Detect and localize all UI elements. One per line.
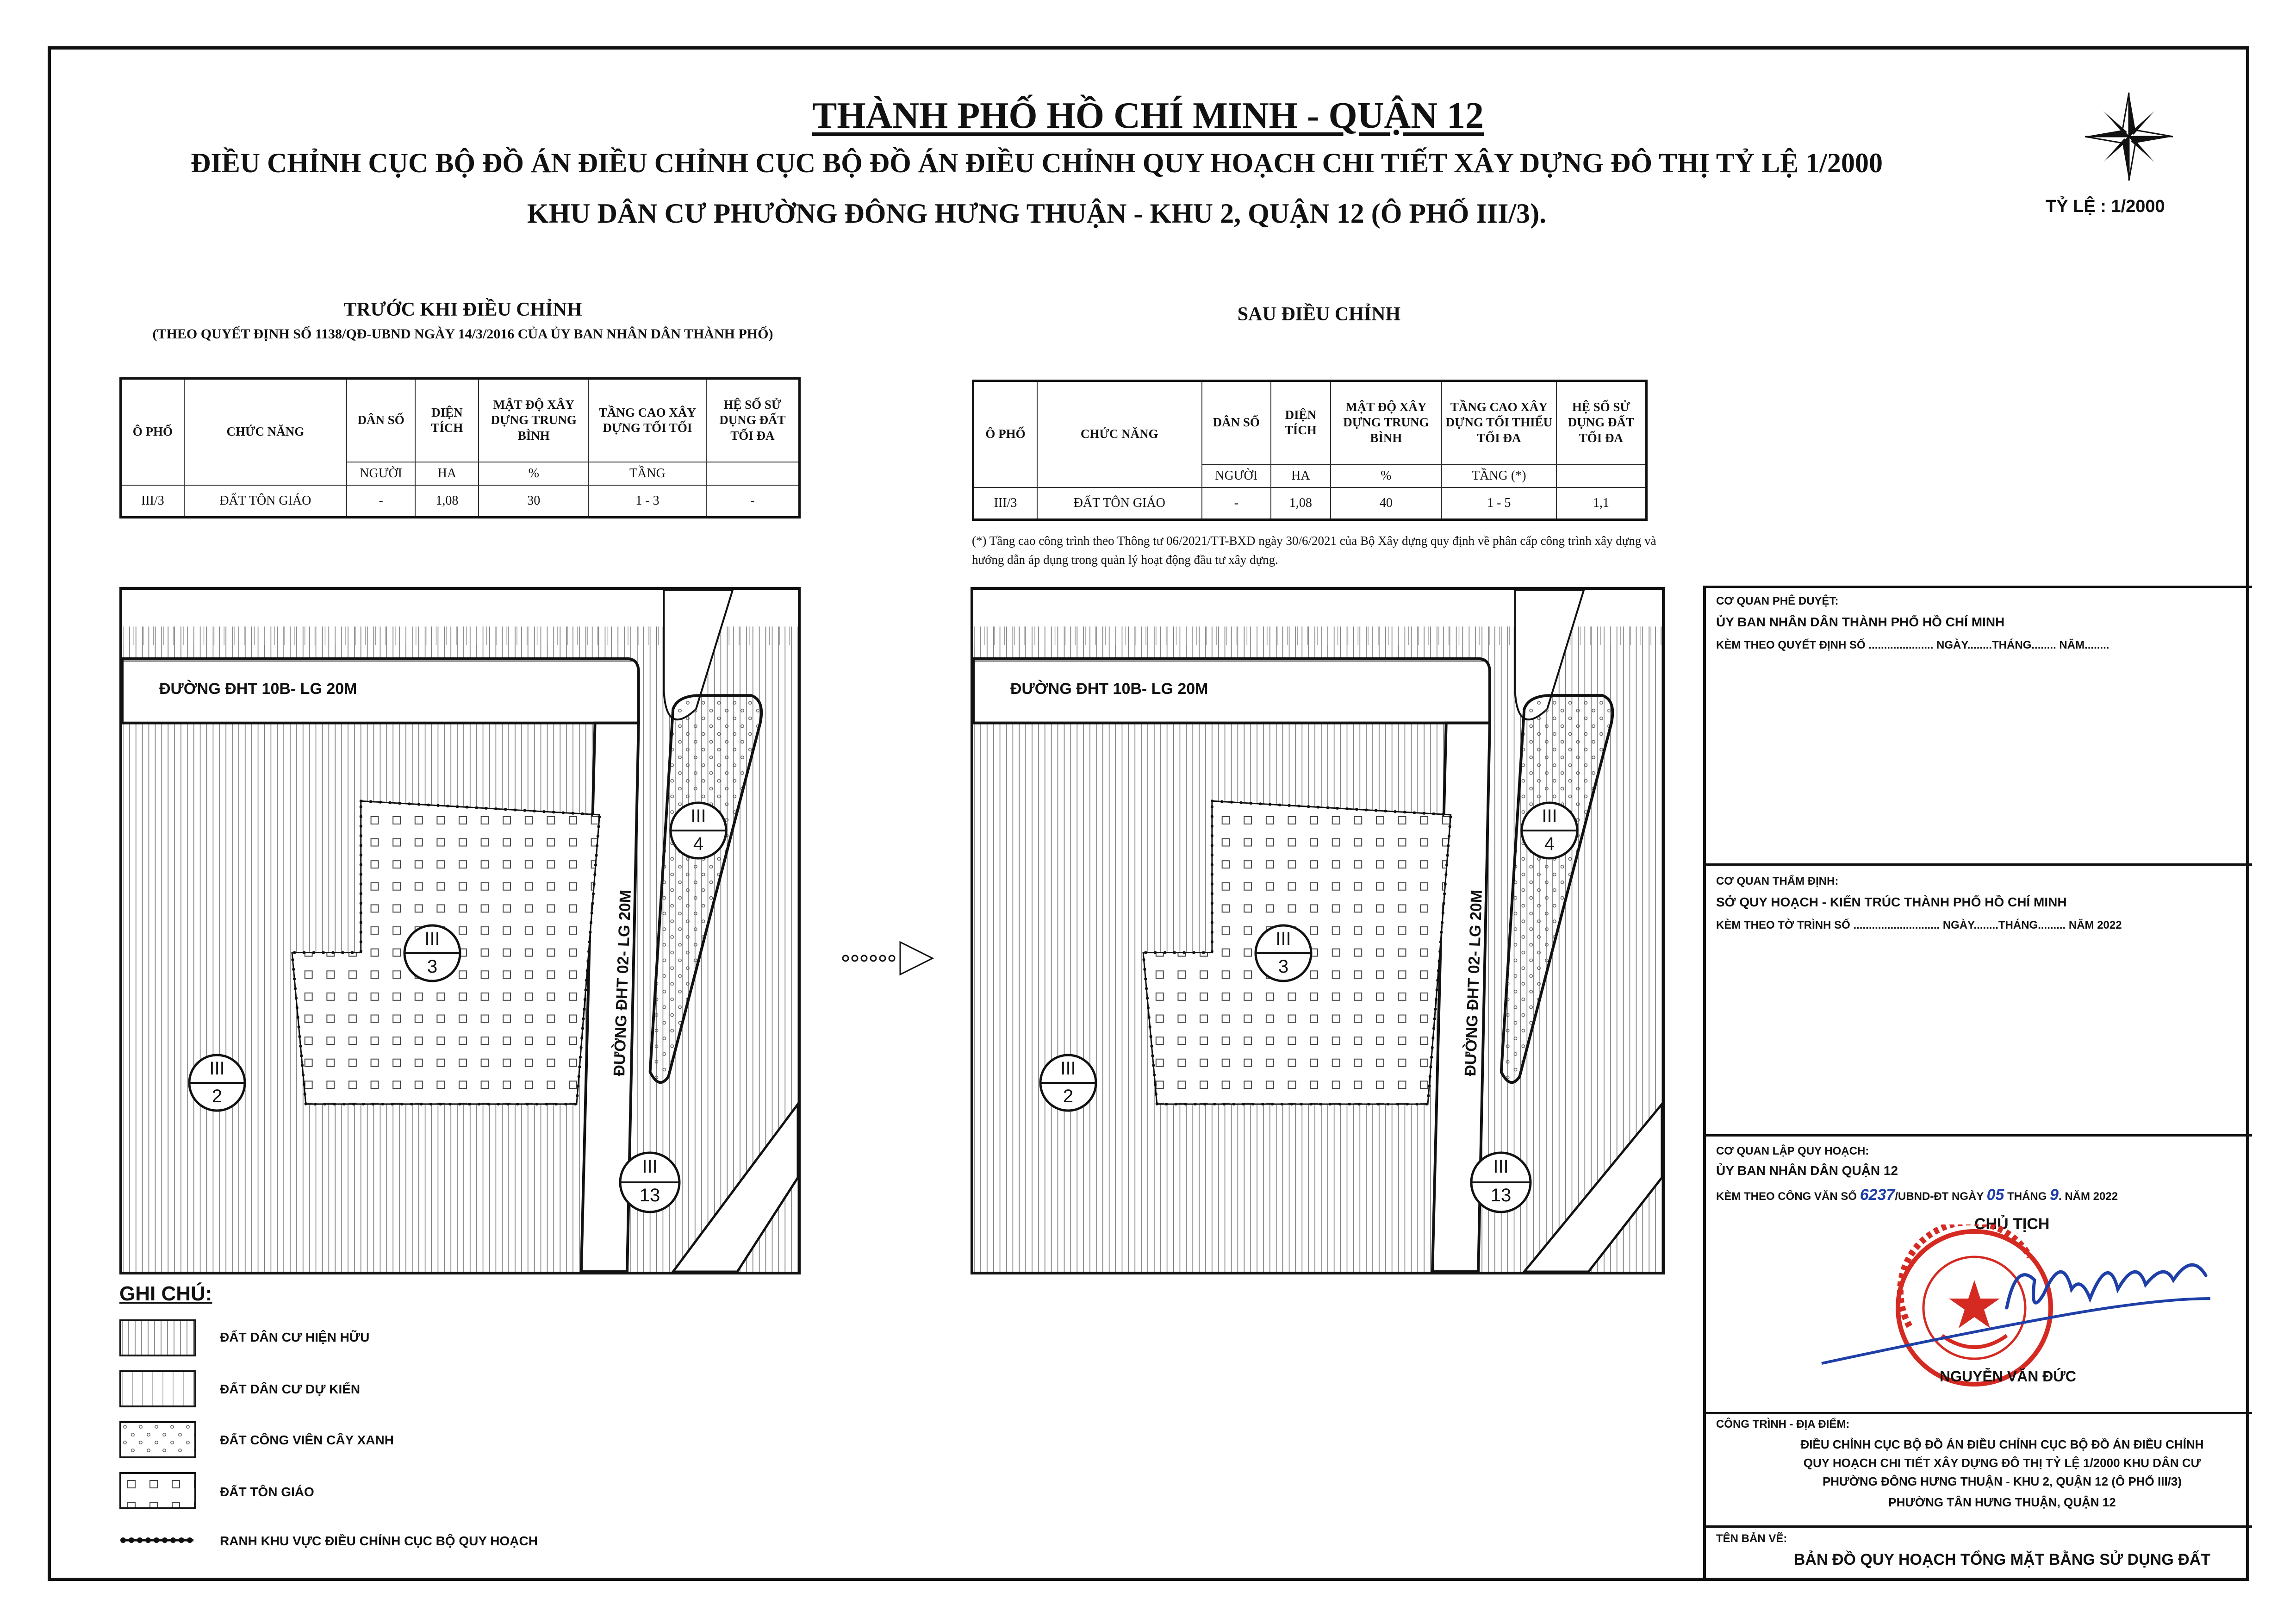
unit-density: % [1331,464,1442,487]
legend-swatch-religious [119,1472,196,1509]
lot-marker-bottom: 13 [1490,1185,1512,1206]
cell-far: 1,1 [1556,487,1647,520]
legend-title: GHI CHÚ: [119,1282,212,1305]
before-table [119,377,801,518]
cell-population: - [347,485,415,518]
lot-marker-2[interactable] [187,1053,247,1115]
before-subtitle: (THEO QUYẾT ĐỊNH SỐ 1138/QĐ-UBND NGÀY 14/3/2016 CỦA ỦY BAN NHÂN DÂN THÀNH PHỐ) [152,326,773,342]
col-header-far: HỆ SỐ SỬ DỤNG ĐẤT TỐI ĐA [706,379,800,462]
legend-label-boundary: RANH KHU VỰC ĐIỀU CHỈNH CỤC BỘ QUY HOẠCH [220,1534,538,1548]
unit-population: NGƯỜI [1202,464,1271,487]
signer-name: NGUYỄN VĂN ĐỨC [1940,1368,2077,1385]
prepare-month: 9 [2050,1186,2059,1204]
lot-marker-3[interactable] [402,923,462,986]
after-footnote: (*) Tầng cao công trình theo Thông tư 06/2021/TT-BXD ngày 30/6/2021 của Bộ Xây dựng quy định về phân cấp công trình xây dựng và hướng dẫn áp dụng trong quản lý hoạt động đầu tư xây dựng. [972,534,1656,567]
unit-height: TẦNG [589,462,706,485]
lot-marker-top: III [642,1156,658,1177]
before-title: TRƯỚC KHI ĐIỀU CHỈNH [343,299,582,320]
project-line-1: ĐIỀU CHỈNH CỤC BỘ ĐỒ ÁN ĐIỀU CHỈNH CỤC BỘ ĐỒ ÁN ĐIỀU CHỈNH [1800,1437,2204,1451]
unit-area: HA [415,462,479,485]
prepare-line-d: . NĂM 2022 [2059,1190,2118,1203]
lot-marker-13[interactable] [617,1150,682,1217]
approve-line: KÈM THEO QUYẾT ĐỊNH SỐ ..................... NGÀY........THÁNG........ NĂM........ [1716,639,2109,651]
col-header-function: CHỨC NĂNG [184,379,347,485]
appraise-org: SỞ QUY HOẠCH - KIẾN TRÚC THÀNH PHỐ HỒ CHÍ MINH [1716,895,2067,909]
cell-density: 30 [479,485,589,518]
prepare-org: ỦY BAN NHÂN DÂN QUẬN 12 [1716,1163,1898,1178]
appraise-line: KÈM THEO TỜ TRÌNH SỐ ............................ NGÀY........THÁNG......... NĂM 2022 [1716,919,2122,931]
legend-swatch-existing [119,1319,196,1356]
map-before [119,587,801,1274]
col-header-height: TẦNG CAO XÂY DỰNG TỐI THIỂU TỐI ĐA [1442,381,1556,464]
lot-marker-bottom: 4 [693,834,704,854]
unit-far [706,462,800,485]
unit-area: HA [1271,464,1331,487]
lot-marker-top: III [1542,806,1557,826]
approve-label: CƠ QUAN PHÊ DUYỆT: [1716,595,1839,607]
road-label-side: ĐƯỜNG ĐHT 02- LG 20M [1462,889,1486,1077]
cell-density: 40 [1331,487,1442,520]
legend-swatch-boundary [119,1528,196,1553]
lot-marker-13[interactable] [1468,1150,1533,1217]
divider [1706,1134,2252,1137]
table-row [121,485,800,518]
cell-block: III/3 [973,487,1037,520]
approve-org: ỦY BAN NHÂN DÂN THÀNH PHỐ HỒ CHÍ MINH [1716,615,2005,629]
project-line-3: PHƯỜNG ĐÔNG HƯNG THUẬN - KHU 2, QUẬN 12 (Ô PHỐ III/3) [1822,1474,2182,1488]
page-subtitle-2: KHU DÂN CƯ PHƯỜNG ĐÔNG HƯNG THUẬN - KHU 2, QUẬN 12 (Ô PHỐ III/3). [527,198,1547,229]
page-subtitle-1: ĐIỀU CHỈNH CỤC BỘ ĐỒ ÁN ĐIỀU CHỈNH CỤC BỘ ĐỒ ÁN ĐIỀU CHỈNH QUY HOẠCH CHI TIẾT XÂY DỰNG ĐÔ THỊ TỶ LỆ 1/2000 [191,148,1883,178]
drawing-name: BẢN ĐỒ QUY HOẠCH TỔNG MẶT BẰNG SỬ DỤNG ĐẤT [1793,1551,2211,1568]
lot-marker-top: III [424,929,440,949]
legend-swatch-park [119,1421,196,1458]
table-row [973,487,1647,520]
col-header-far: HỆ SỐ SỬ DỤNG ĐẤT TỐI ĐA [1556,381,1647,464]
cell-height: 1 - 3 [589,485,706,518]
col-header-block: Ô PHỐ [121,379,184,485]
divider [1706,863,2252,866]
road-label-top: ĐƯỜNG ĐHT 10B- LG 20M [159,680,357,698]
lot-marker-bottom: 2 [1063,1086,1074,1106]
cell-population: - [1202,487,1271,520]
lot-marker-4[interactable] [1519,800,1580,863]
lot-marker-bottom: 3 [427,956,438,977]
scale-label: TỶ LỆ : 1/2000 [2046,197,2165,216]
cell-area: 1,08 [415,485,479,518]
signature-icon [1812,1224,2220,1373]
col-header-height: TẦNG CAO XÂY DỰNG TỐI TỐI [589,379,706,462]
road-label-top: ĐƯỜNG ĐHT 10B- LG 20M [1010,680,1208,698]
unit-density: % [479,462,589,485]
cell-block: III/3 [121,485,184,518]
project-line-2: QUY HOẠCH CHI TIẾT XÂY DỰNG ĐÔ THỊ TỶ LỆ 1/2000 KHU DÂN CƯ [1803,1456,2201,1470]
prepare-line-c: THÁNG [2007,1190,2047,1203]
lot-marker-top: III [209,1058,225,1079]
cell-function: ĐẤT TÔN GIÁO [1037,487,1202,520]
appraise-label: CƠ QUAN THẨM ĐỊNH: [1716,875,1839,887]
divider [1706,1525,2252,1528]
after-table [972,380,1648,521]
lot-marker-bottom: 3 [1278,956,1289,977]
col-header-block: Ô PHỐ [973,381,1037,487]
cell-far: - [706,485,800,518]
divider [1706,586,2252,588]
unit-far [1556,464,1647,487]
lot-marker-2[interactable] [1038,1053,1098,1115]
transition-arrow-icon [840,935,942,981]
road-label-side: ĐƯỜNG ĐHT 02- LG 20M [610,889,635,1077]
lot-marker-4[interactable] [668,800,728,863]
prepare-label: CƠ QUAN LẬP QUY HOẠCH: [1716,1145,1869,1157]
col-header-density: MẬT ĐỘ XÂY DỰNG TRUNG BÌNH [479,379,589,462]
legend-label-park: ĐẤT CÔNG VIÊN CÂY XANH [220,1433,394,1447]
col-header-area: DIỆN TÍCH [1271,381,1331,464]
drawing-label: TÊN BẢN VẼ: [1716,1532,1787,1545]
project-label: CÔNG TRÌNH - ĐỊA ĐIỂM: [1716,1418,1850,1430]
legend-label-existing: ĐẤT DÂN CƯ HIỆN HỮU [220,1330,370,1344]
prepare-line-b: /UBND-ĐT NGÀY [1895,1190,1984,1203]
lot-marker-bottom: 4 [1544,834,1555,854]
project-line-4: PHƯỜNG TÂN HƯNG THUẬN, QUẬN 12 [1888,1495,2116,1509]
lot-marker-bottom: 13 [639,1185,660,1206]
unit-population: NGƯỜI [347,462,415,485]
col-header-density: MẬT ĐỘ XÂY DỰNG TRUNG BÌNH [1331,381,1442,464]
lot-marker-top: III [1493,1156,1509,1177]
col-header-population: DÂN SỐ [1202,381,1271,464]
col-header-area: DIỆN TÍCH [415,379,479,462]
lot-marker-bottom: 2 [212,1086,223,1106]
legend-label-planned: ĐẤT DÂN CƯ DỰ KIẾN [220,1382,361,1396]
north-arrow-icon [2080,88,2178,185]
lot-marker-top: III [1276,929,1291,949]
chair-title: CHỦ TỊCH [1974,1215,2050,1233]
cell-area: 1,08 [1271,487,1331,520]
cell-function: ĐẤT TÔN GIÁO [184,485,347,518]
legend-swatch-planned [119,1370,196,1407]
unit-height: TẦNG (*) [1442,464,1556,487]
after-title: SAU ĐIỀU CHỈNH [1237,304,1401,325]
cell-height: 1 - 5 [1442,487,1556,520]
map-after [971,587,1665,1274]
col-header-function: CHỨC NĂNG [1037,381,1202,487]
legend-label-religious: ĐẤT TÔN GIÁO [220,1485,314,1499]
title-block [1703,586,2252,1581]
divider [1706,1412,2252,1414]
col-header-population: DÂN SỐ [347,379,415,462]
lot-marker-top: III [1060,1058,1076,1079]
prepare-number: 6237 [1860,1186,1895,1204]
prepare-day: 05 [1986,1186,2004,1204]
prepare-line-a: KÈM THEO CÔNG VĂN SỐ [1716,1190,1857,1203]
page-title: THÀNH PHỐ HỒ CHÍ MINH - QUẬN 12 [812,95,1484,136]
lot-marker-top: III [691,806,706,826]
lot-marker-3[interactable] [1253,923,1313,986]
prepare-line [1716,1186,2118,1204]
